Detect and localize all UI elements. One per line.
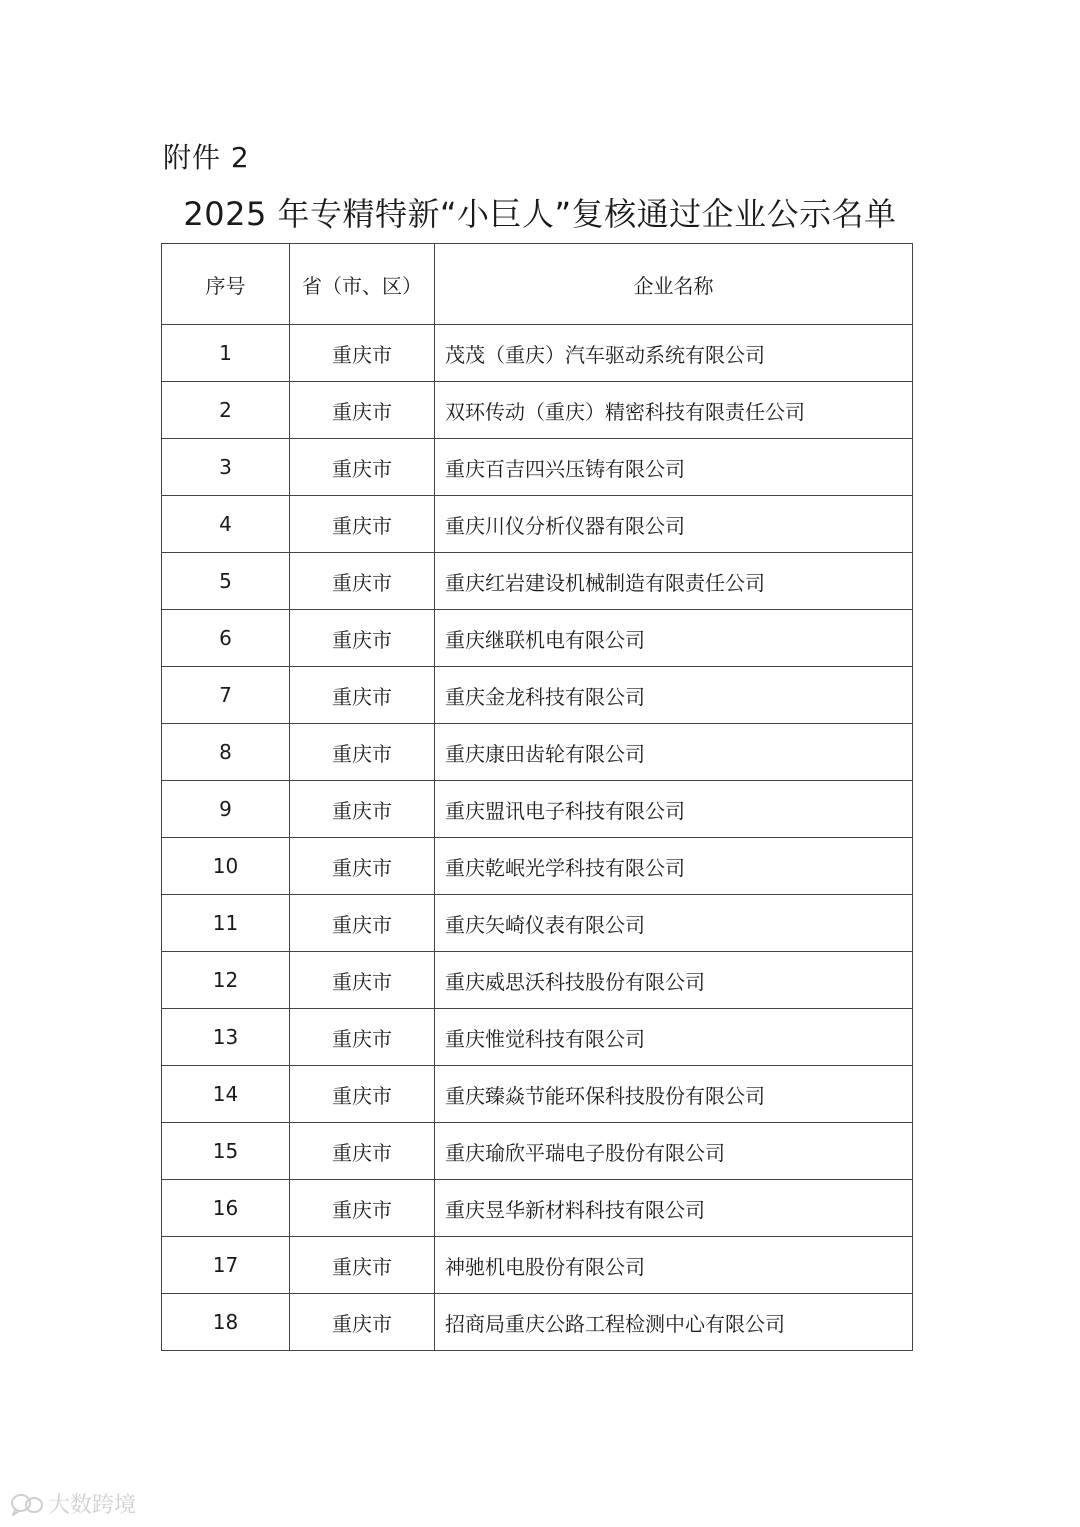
row-company: 重庆昱华新材料科技有限公司 — [435, 1180, 913, 1237]
row-number: 2 — [162, 382, 290, 439]
table-row — [162, 1237, 913, 1294]
row-company: 重庆惟觉科技有限公司 — [435, 1009, 913, 1066]
row-province: 重庆市 — [290, 724, 435, 781]
row-province: 重庆市 — [290, 1123, 435, 1180]
table-row — [162, 1294, 913, 1351]
table-row — [162, 1123, 913, 1180]
table-row — [162, 325, 913, 382]
row-province: 重庆市 — [290, 667, 435, 724]
header-number: 序号 — [162, 244, 290, 325]
table-row — [162, 1009, 913, 1066]
row-province: 重庆市 — [290, 1237, 435, 1294]
table-row — [162, 1180, 913, 1237]
row-province: 重庆市 — [290, 838, 435, 895]
row-province: 重庆市 — [290, 781, 435, 838]
attachment-label: 附件 2 — [163, 141, 250, 174]
row-company: 重庆威思沃科技股份有限公司 — [435, 952, 913, 1009]
row-company: 招商局重庆公路工程检测中心有限公司 — [435, 1294, 913, 1351]
header-company: 企业名称 — [435, 244, 913, 325]
table-row — [162, 439, 913, 496]
row-province: 重庆市 — [290, 553, 435, 610]
row-number: 11 — [162, 895, 290, 952]
table-row — [162, 496, 913, 553]
row-province: 重庆市 — [290, 382, 435, 439]
row-number: 17 — [162, 1237, 290, 1294]
row-number: 15 — [162, 1123, 290, 1180]
table-row — [162, 952, 913, 1009]
row-number: 9 — [162, 781, 290, 838]
row-company: 茂茂（重庆）汽车驱动系统有限公司 — [435, 325, 913, 382]
row-number: 5 — [162, 553, 290, 610]
row-number: 3 — [162, 439, 290, 496]
row-company: 重庆继联机电有限公司 — [435, 610, 913, 667]
row-company: 神驰机电股份有限公司 — [435, 1237, 913, 1294]
table-row — [162, 781, 913, 838]
row-number: 12 — [162, 952, 290, 1009]
table-row — [162, 1066, 913, 1123]
table-row — [162, 724, 913, 781]
row-company: 重庆瑜欣平瑞电子股份有限公司 — [435, 1123, 913, 1180]
row-number: 13 — [162, 1009, 290, 1066]
row-company: 重庆金龙科技有限公司 — [435, 667, 913, 724]
chat-bubble-icon — [10, 1492, 44, 1516]
table-row — [162, 895, 913, 952]
row-number: 8 — [162, 724, 290, 781]
row-province: 重庆市 — [290, 952, 435, 1009]
row-province: 重庆市 — [290, 1009, 435, 1066]
row-company: 重庆百吉四兴压铸有限公司 — [435, 439, 913, 496]
row-company: 重庆臻焱节能环保科技股份有限公司 — [435, 1066, 913, 1123]
row-number: 7 — [162, 667, 290, 724]
row-province: 重庆市 — [290, 1294, 435, 1351]
table-row — [162, 382, 913, 439]
row-company: 重庆康田齿轮有限公司 — [435, 724, 913, 781]
row-company: 重庆川仪分析仪器有限公司 — [435, 496, 913, 553]
row-number: 6 — [162, 610, 290, 667]
row-province: 重庆市 — [290, 1180, 435, 1237]
row-company: 重庆乾岷光学科技有限公司 — [435, 838, 913, 895]
row-company: 重庆红岩建设机械制造有限责任公司 — [435, 553, 913, 610]
row-number: 1 — [162, 325, 290, 382]
row-number: 16 — [162, 1180, 290, 1237]
row-company: 重庆矢崎仪表有限公司 — [435, 895, 913, 952]
watermark — [10, 1488, 136, 1519]
row-province: 重庆市 — [290, 439, 435, 496]
table-header-row — [162, 244, 913, 325]
row-company: 重庆盟讯电子科技有限公司 — [435, 781, 913, 838]
row-province: 重庆市 — [290, 895, 435, 952]
header-province: 省（市、区） — [290, 244, 435, 325]
company-table — [161, 243, 913, 1351]
row-number: 18 — [162, 1294, 290, 1351]
table-row — [162, 553, 913, 610]
page-title: 2025 年专精特新“小巨人”复核通过企业公示名单 — [183, 195, 897, 233]
watermark-text: 大数跨境 — [48, 1493, 137, 1518]
row-company: 双环传动（重庆）精密科技有限责任公司 — [435, 382, 913, 439]
row-number: 10 — [162, 838, 290, 895]
row-province: 重庆市 — [290, 610, 435, 667]
table-row — [162, 838, 913, 895]
table-row — [162, 667, 913, 724]
row-number: 4 — [162, 496, 290, 553]
row-province: 重庆市 — [290, 496, 435, 553]
row-province: 重庆市 — [290, 325, 435, 382]
table-row — [162, 610, 913, 667]
row-number: 14 — [162, 1066, 290, 1123]
row-province: 重庆市 — [290, 1066, 435, 1123]
